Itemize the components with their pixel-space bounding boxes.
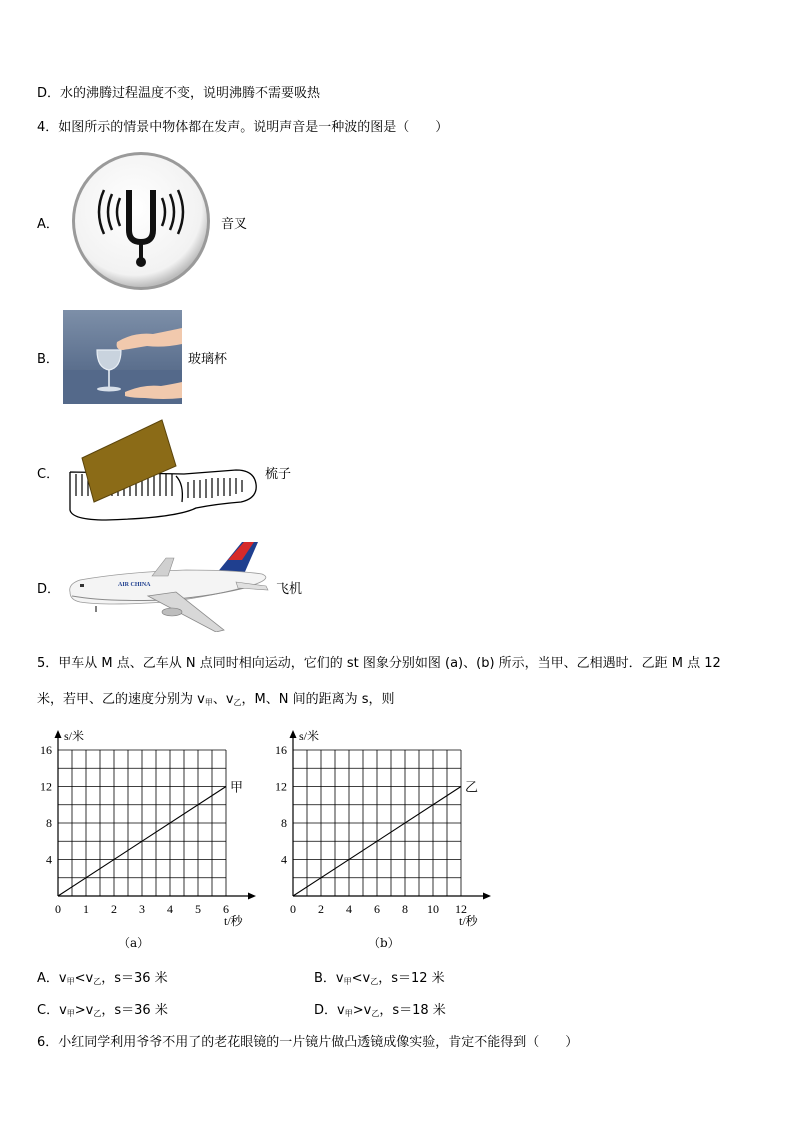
chart-b-yi bbox=[265, 720, 505, 930]
x-axis-label: t/秒 bbox=[459, 914, 478, 928]
x-tick-label: 10 bbox=[427, 902, 439, 916]
q5-answer-b: B．$v_甲<v_乙$，s＝12 米 bbox=[314, 971, 445, 986]
y-axis-label: s/米 bbox=[299, 729, 320, 743]
q4-option-a-letter: A． bbox=[37, 217, 59, 232]
x-tick-label: 3 bbox=[139, 902, 145, 916]
y-axis-label: s/米 bbox=[64, 729, 85, 743]
x-tick-label: 1 bbox=[83, 902, 89, 916]
chart-b-caption: （b） bbox=[368, 936, 400, 950]
x-axis-arrow-icon bbox=[248, 893, 256, 900]
airplane-illustration bbox=[66, 540, 276, 632]
q4-option-a-caption: 音叉 bbox=[221, 217, 248, 232]
comb-illustration bbox=[66, 414, 262, 522]
q5-answer-d: D．$v_甲>v_乙$，s＝18 米 bbox=[314, 1003, 446, 1018]
x-tick-label: 6 bbox=[223, 902, 229, 916]
wine-glass-photo bbox=[63, 310, 182, 404]
x-tick-label: 5 bbox=[195, 902, 201, 916]
chart-a-jia bbox=[30, 720, 270, 930]
y-tick-label: 12 bbox=[275, 779, 287, 794]
x-tick-label: 0 bbox=[290, 902, 296, 916]
q4-option-c-letter: C． bbox=[37, 467, 60, 482]
chart-a-caption: （a） bbox=[118, 936, 150, 950]
y-tick-label: 8 bbox=[46, 816, 52, 830]
airplane-livery-text: AIR CHINA bbox=[118, 582, 151, 588]
x-tick-label: 4 bbox=[346, 902, 352, 916]
q4-option-d-caption: 飞机 bbox=[276, 582, 303, 597]
x-tick-label: 2 bbox=[318, 902, 324, 916]
q5-answer-c: C．$v_甲>v_乙$，s＝36 米 bbox=[37, 1003, 168, 1018]
q4-option-c-caption: 梳子 bbox=[265, 467, 292, 482]
q4-option-b-caption: 玻璃杯 bbox=[188, 352, 228, 367]
q6-stem: 6．小红同学利用爷爷不用了的老花眼镜的一片镜片做凸透镜成像实验，肯定不能得到（ ） bbox=[37, 1035, 579, 1050]
q4-stem: 4．如图所示的情景中物体都在发声。说明声音是一种波的图是（ ） bbox=[37, 120, 449, 135]
x-axis-arrow-icon bbox=[483, 893, 491, 900]
q3-option-d: D．水的沸腾过程温度不变，说明沸腾不需要吸热 bbox=[37, 86, 321, 101]
y-tick-label: 16 bbox=[275, 743, 287, 757]
tuning-fork-icon bbox=[70, 148, 212, 294]
x-tick-label: 2 bbox=[111, 902, 117, 916]
x-tick-label: 0 bbox=[55, 902, 61, 916]
x-tick-label: 4 bbox=[167, 902, 173, 916]
q5-stem-line2: 米，若甲、乙的速度分别为 $v_甲$、$v_乙$，M、N 间的距离为 s，则 bbox=[37, 692, 395, 707]
y-tick-label: 16 bbox=[40, 743, 52, 757]
y-tick-label: 4 bbox=[281, 852, 287, 867]
q4-option-b-letter: B． bbox=[37, 352, 59, 367]
q4-option-d-letter: D． bbox=[37, 582, 61, 597]
y-tick-label: 8 bbox=[281, 816, 287, 830]
q5-stem-line1: 5．甲车从 M 点、乙车从 N 点同时相向运动，它们的 st 图象分别如图 (a)、(b) 所示，当甲、乙相遇时．乙距 M 点 12 bbox=[37, 656, 721, 671]
y-tick-label: 12 bbox=[40, 779, 52, 794]
y-axis-arrow-icon bbox=[55, 730, 62, 738]
x-tick-label: 12 bbox=[455, 902, 467, 916]
x-axis-label: t/秒 bbox=[224, 914, 243, 928]
y-axis-arrow-icon bbox=[290, 730, 297, 738]
q5-answer-a: A．$v_甲<v_乙$，s＝36 米 bbox=[37, 971, 168, 986]
series-label: 乙 bbox=[465, 779, 479, 795]
x-tick-label: 8 bbox=[402, 902, 408, 916]
x-tick-label: 6 bbox=[374, 902, 380, 916]
y-tick-label: 4 bbox=[46, 852, 52, 867]
series-label: 甲 bbox=[230, 779, 244, 795]
